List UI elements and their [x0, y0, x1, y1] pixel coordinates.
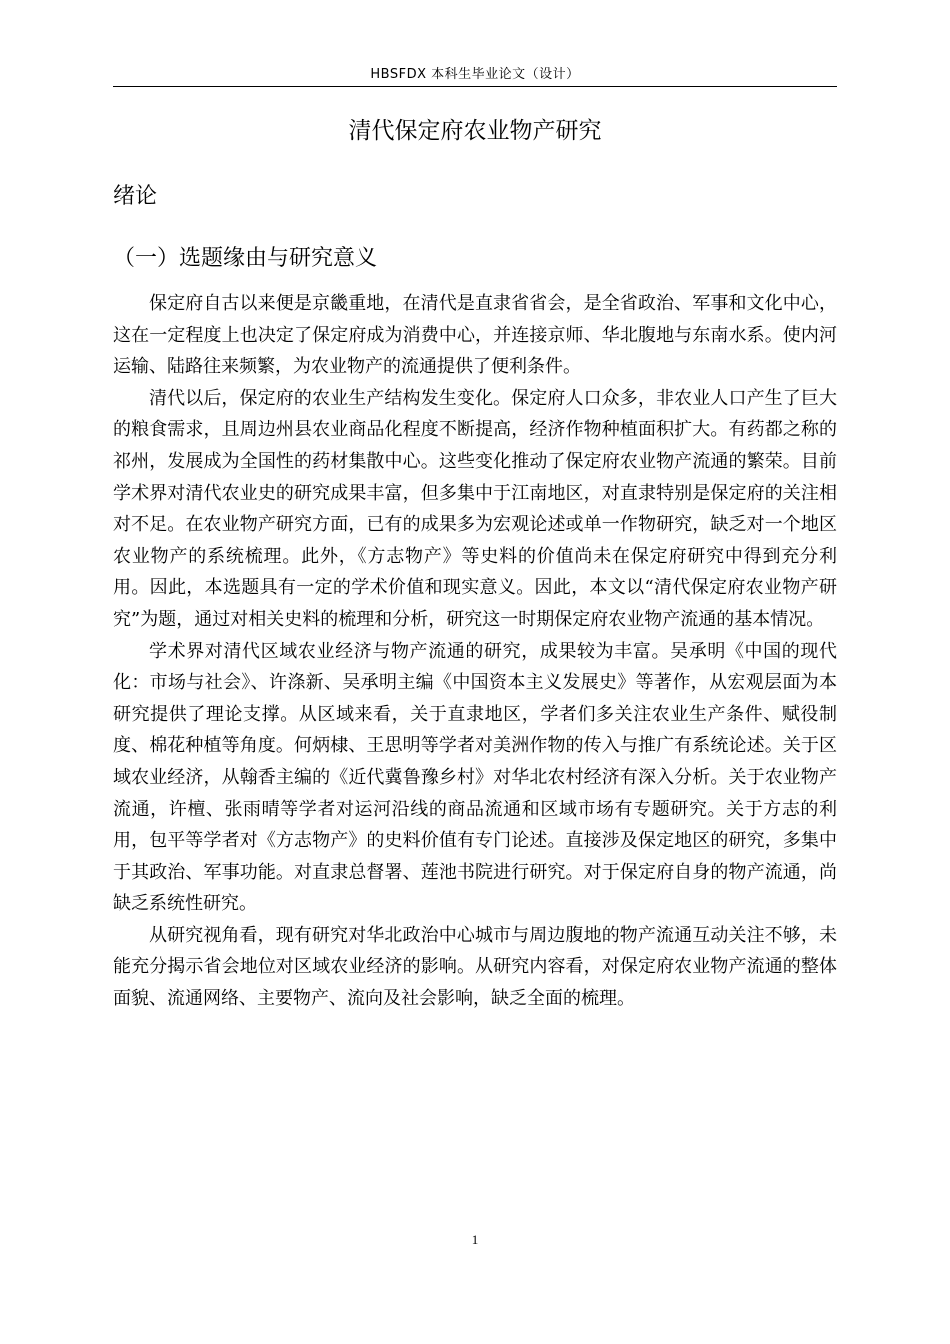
section-heading: 绪论 — [113, 184, 158, 209]
body-text — [113, 288, 837, 1015]
subsection-heading: （一）选题缘由与研究意义 — [113, 246, 378, 271]
paragraph-1: 保定府自古以来便是京畿重地，在清代是直隶省省会，是全省政治、军事和文化中心，这在一定程度上也决定了保定府成为消费中心，并连接京师、华北腹地与东南水系。使内河运输、陆路往来频繁，为农业物产的流通提供了便利条件。 — [113, 293, 837, 378]
paper-title: 清代保定府农业物产研究 — [348, 118, 602, 144]
page-number: 1 — [471, 1232, 479, 1247]
paragraph-3: 学术界对清代区域农业经济与物产流通的研究，成果较为丰富。吴承明《中国的现代化：市场与社会》、许涤新、吴承明主编《中国资本主义发展史》等著作，从宏观层面为本研究提供了理论支撑。从区域来看，关于直隶地区，学者们多关注农业生产条件、赋役制度、棉花种植等角度。何炳棣、王思明等学者对美洲作物的传入与推广有系统论述。关于区域农业经济，从翰香主编的《近代冀鲁豫乡村》对华北农村经济有深入分析。关于农业物产流通，许檀、张雨晴等学者对运河沿线的商品流通和区域市场有专题研究。关于方志的利用，包平等学者对《方志物产》的史料价值有专门论述。直接涉及保定地区的研究，多集中于其政治、军事功能。对直隶总督署、莲池书院进行研究。对于保定府自身的物产流通，尚缺乏系统性研究。 — [113, 640, 837, 915]
paragraph-4: 从研究视角看，现有研究对华北政治中心城市与周边腹地的物产流通互动关注不够，未能充分揭示省会地位对区域农业经济的影响。从研究内容看，对保定府农业物产流通的整体面貌、流通网络、主要物产、流向及社会影响，缺乏全面的梳理。 — [113, 924, 837, 1010]
header-rule — [113, 86, 837, 87]
running-header: HBSFDX 本科生毕业论文（设计） — [370, 67, 580, 82]
paragraph-2: 清代以后，保定府的农业生产结构发生变化。保定府人口众多，非农业人口产生了巨大的粮食需求，且周边州县农业商品化程度不断提高，经济作物种植面积扩大。有药都之称的祁州，发展成为全国性的药材集散中心。这些变化推动了保定府农业物产流通的繁荣。目前学术界对清代农业史的研究成果丰富，但多集中于江南地区，对直隶特别是保定府的关注相对不足。在农业物产研究方面，已有的成果多为宏观论述或单一作物研究，缺乏对一个地区农业物产的系统梳理。此外，《方志物产》等史料的价值尚未在保定府研究中得到充分利用。因此，本选题具有一定的学术价值和现实意义。因此，本文以“清代保定府农业物产研究”为题，通过对相关史料的梳理和分析，研究这一时期保定府农业物产流通的基本情况。 — [113, 387, 837, 630]
